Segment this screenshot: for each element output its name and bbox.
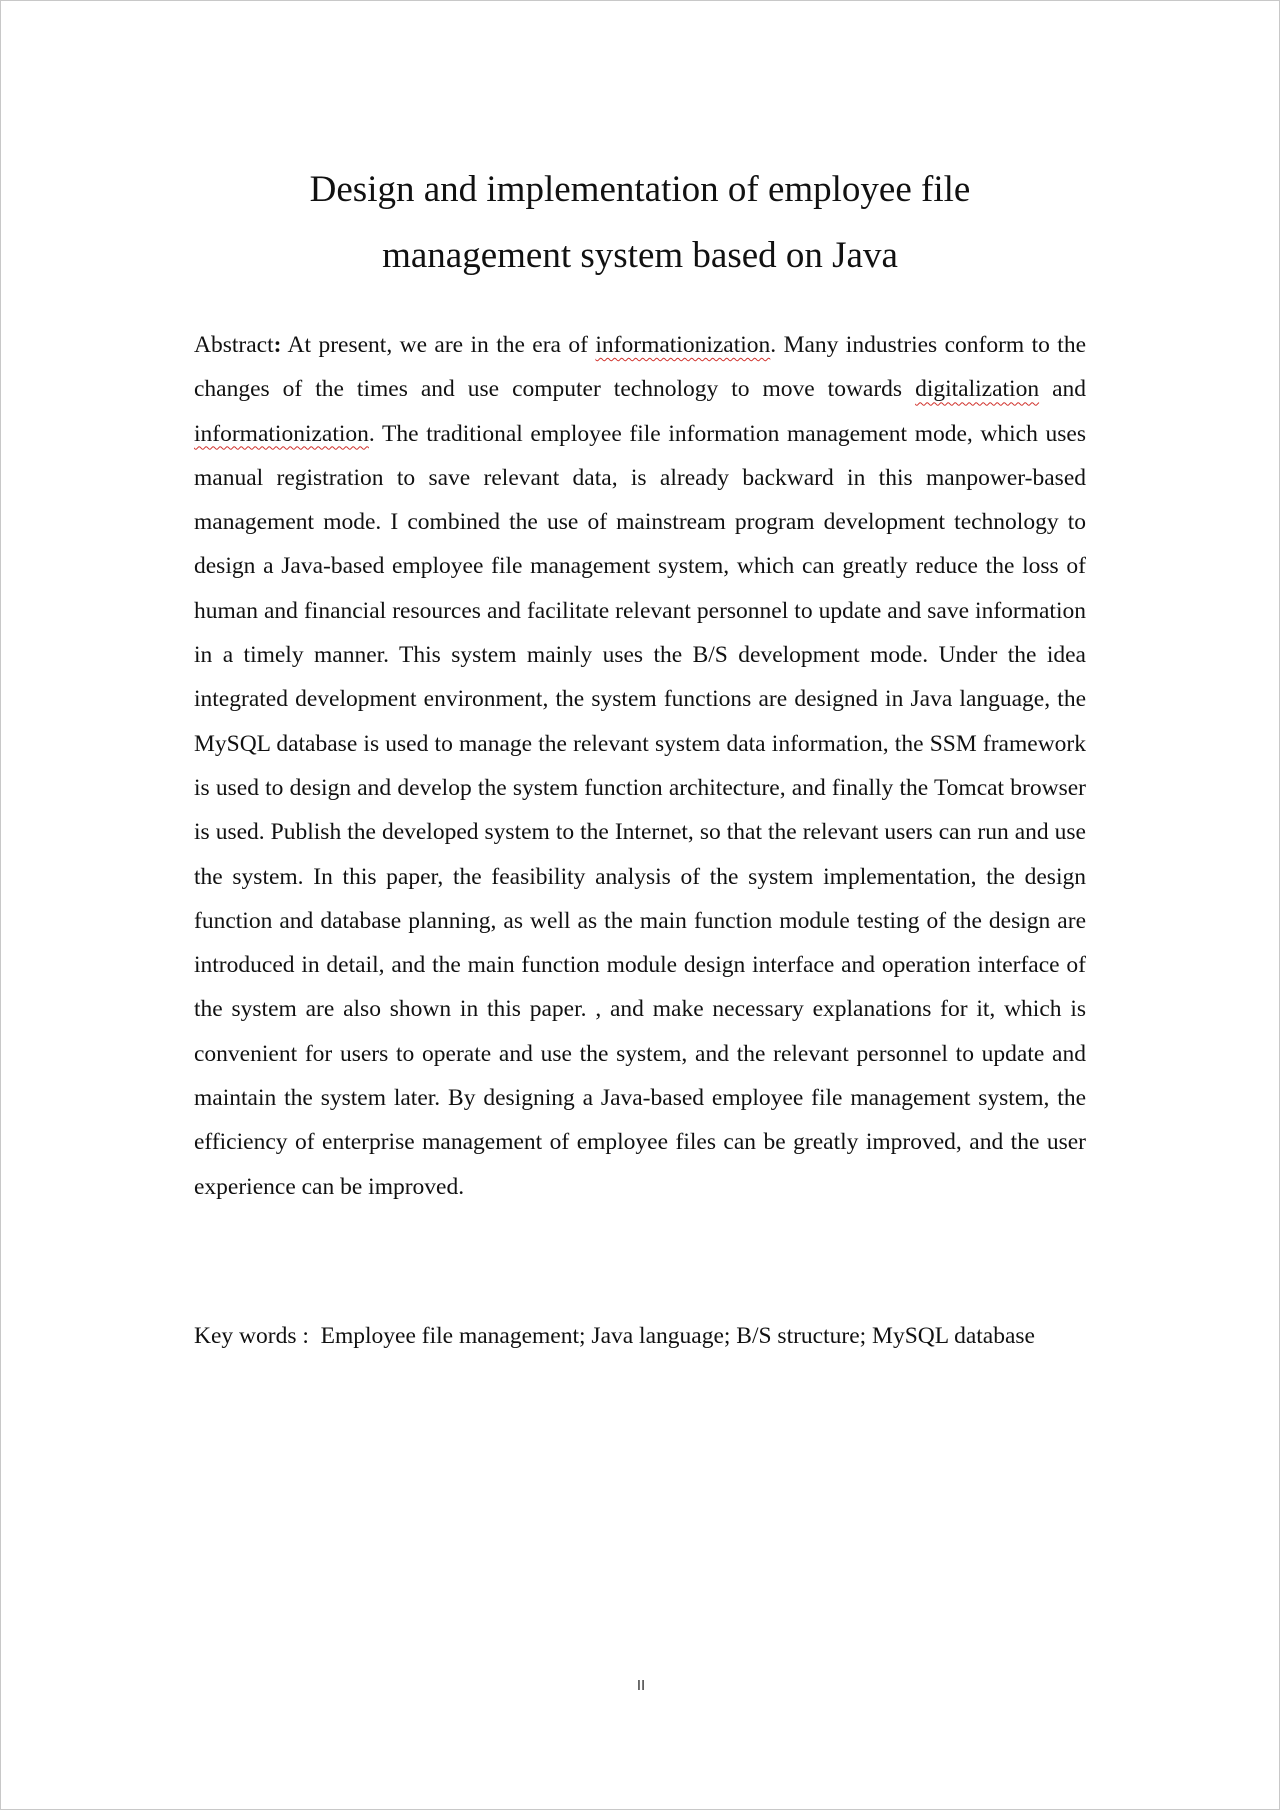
spellcheck-word[interactable]: informationization: [595, 332, 771, 358]
abstract-colon: :: [273, 332, 282, 358]
title-line-1: Design and implementation of employee file: [309, 169, 971, 210]
title-line-2: management system based on Java: [382, 235, 898, 276]
abstract-paragraph: [194, 323, 1086, 1209]
paper-title: [161, 157, 1119, 289]
spellcheck-word[interactable]: informationization: [194, 420, 369, 447]
keywords-text: Employee file management; Java language; B/S structure; MySQL database: [314, 1323, 1035, 1349]
abstract-text-3: and: [1039, 376, 1086, 403]
abstract-text-2: . Many industries conform to the changes of the times and use computer technology to move towards: [194, 332, 1087, 403]
abstract-text-4: . The traditional employee file information management mode, which uses manual registration to save relevant data, is already backward in this manpower-based management mode. I combined the use of mainstream program development technology to design a Java-based employee file management system, which can greatly reduce the loss of human and financial resources and facilitate relevant personnel to update and save information in a timely manner. This system mainly uses the B/S development mode. Under the idea integrated development environment, the system functions are designed in Java language, the MySQL database is used to manage the relevant system data information, the SSM framework is used to design and develop the system function architecture, and finally the Tomcat browser is used. Publish the developed system to the Internet, so that the relevant users can run and use the system. In this paper, the feasibility analysis of the system implementation, the design function and database planning, as well as the main function module testing of the design are introduced in detail, and the main function module design interface and operation interface of the system are also shown in this paper. , and make necessary explanations for it, which is convenient for users to operate and use the system, and the relevant personnel to update and maintain the system later. By designing a Java-based employee file management system, the efficiency of enterprise management of employee files can be greatly improved, and the user experience can be improved.: [194, 420, 1086, 1200]
keywords-paragraph: [194, 1311, 1086, 1361]
spellcheck-word[interactable]: digitalization: [915, 376, 1040, 403]
keywords-label: Key words :: [194, 1323, 315, 1349]
page-number: II: [636, 1677, 646, 1694]
abstract-label: Abstract: [194, 332, 274, 358]
abstract-text-1: At present, we are in the era of: [281, 332, 596, 358]
